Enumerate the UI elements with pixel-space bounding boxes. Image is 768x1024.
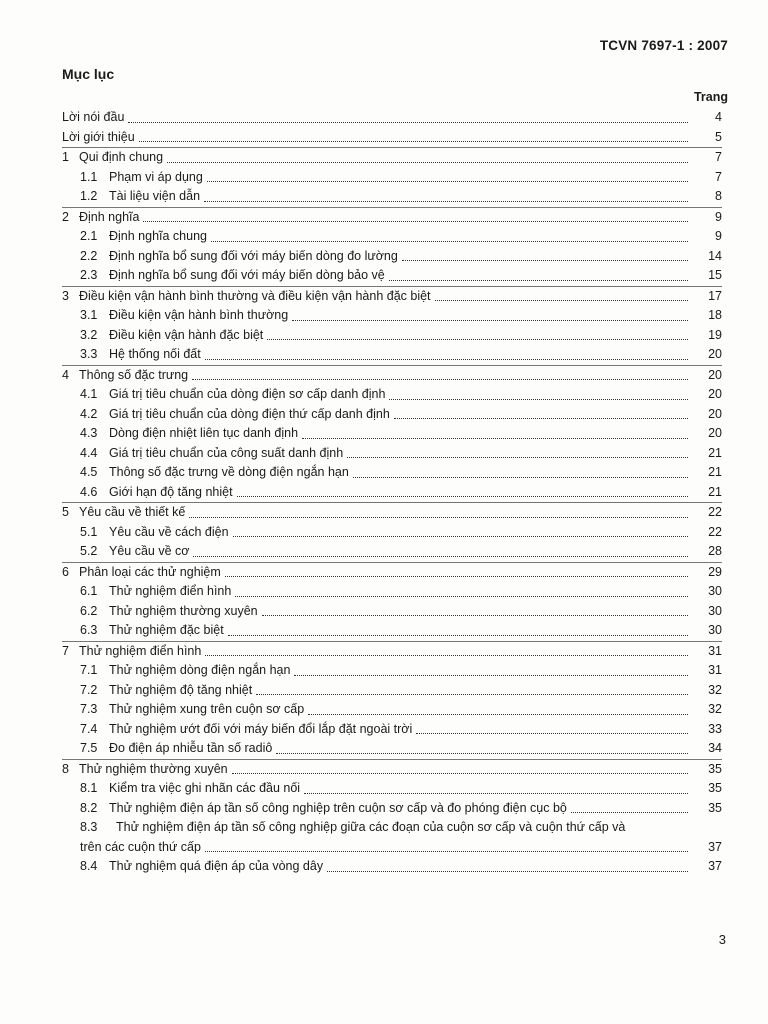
entry-title: Thử nghiệm xung trên cuộn sơ cấp	[109, 702, 305, 716]
entry-title: Định nghĩa bổ sung đối với máy biến dòng đo lường	[109, 248, 398, 263]
entry-title: Thử nghiệm đặc biệt	[109, 623, 224, 637]
entry-number: 4	[62, 367, 69, 382]
entry-page: 15	[708, 268, 722, 282]
entry-page: 4	[715, 110, 722, 124]
entry-number: 6.1	[80, 584, 98, 598]
entry-number: 2.2	[80, 248, 98, 263]
entry-page: 20	[708, 426, 722, 440]
entry-number: 4.6	[80, 484, 98, 499]
entry-page: 17	[708, 288, 722, 303]
toc-group	[62, 759, 722, 877]
entry-number: 1	[62, 150, 69, 164]
entry-number: 3.1	[80, 308, 98, 322]
toc-entry[interactable]	[62, 108, 722, 128]
entry-page: 35	[708, 761, 722, 776]
entry-number: 7	[62, 643, 69, 658]
entry-title: Giới hạn độ tăng nhiệt	[109, 484, 233, 499]
entry-page: 30	[708, 603, 722, 618]
entry-page: 32	[708, 702, 722, 716]
entry-page: 32	[708, 682, 722, 697]
standard-number: TCVN 7697-1 : 2007	[599, 38, 728, 53]
entry-title: Giá trị tiêu chuẩn của công suất danh định	[109, 445, 344, 460]
entry-number: 8.4	[80, 859, 98, 873]
entry-number: 8.3	[80, 820, 98, 834]
toc-group	[62, 108, 722, 147]
toc-entry[interactable]	[62, 720, 722, 740]
entry-page: 20	[708, 347, 722, 361]
entry-page: 33	[708, 721, 722, 736]
toc-entry[interactable]	[62, 681, 722, 701]
entry-number: 2.3	[80, 268, 98, 282]
toc-entry[interactable]	[62, 542, 722, 562]
entry-page: 8	[715, 189, 722, 203]
toc-entry[interactable]	[62, 739, 722, 759]
entry-number: 1.2	[80, 189, 98, 203]
entry-number: 4.1	[80, 387, 98, 401]
toc-entry[interactable]	[62, 602, 722, 622]
dot-leader	[416, 733, 688, 734]
entry-page: 7	[715, 169, 722, 184]
entry-title: Hệ thống nối đất	[109, 347, 201, 361]
entry-page: 35	[708, 800, 722, 815]
entry-title: Tài liệu viện dẫn	[109, 189, 201, 203]
entry-title: Thử nghiệm điện áp tần số công nghiệp trên cuộn sơ cấp và đo phóng điện cục bộ	[109, 800, 567, 815]
toc-entry[interactable]	[62, 405, 722, 425]
entry-title: Dòng điện nhiệt liên tục danh định	[109, 426, 299, 440]
entry-title: Yêu cầu về cơ	[109, 544, 190, 558]
toc-entry[interactable]	[62, 287, 722, 307]
toc-entry[interactable]	[62, 187, 722, 207]
entry-title: Yêu cầu về thiết kế	[79, 505, 186, 519]
entry-page: 37	[708, 839, 722, 854]
entry-number: 2	[62, 209, 69, 224]
dot-leader	[143, 221, 688, 222]
entry-page: 22	[708, 505, 722, 519]
entry-title: Thử nghiệm ướt đối với máy biến đổi lắp đặt ngoài trời	[109, 721, 413, 736]
dot-leader	[192, 379, 688, 380]
dot-leader	[262, 615, 688, 616]
toc-entry[interactable]	[62, 148, 722, 168]
entry-number: 3.3	[80, 347, 98, 361]
entry-title: Giá trị tiêu chuẩn của dòng điện thứ cấp danh định	[109, 406, 390, 421]
dot-leader	[139, 141, 688, 142]
entry-title: Thử nghiệm điện áp tần số công nghiệp giữa các đoạn của cuộn sơ cấp và cuộn thứ cấp và	[116, 820, 626, 834]
toc-entry[interactable]	[62, 818, 722, 857]
entry-page: 18	[708, 308, 722, 322]
entry-page: 14	[708, 248, 722, 263]
entry-page: 20	[708, 387, 722, 401]
dot-leader	[304, 793, 688, 794]
dot-leader	[205, 851, 688, 852]
toc-entry[interactable]	[62, 366, 722, 386]
entry-number: 3.2	[80, 327, 98, 342]
dot-leader	[389, 280, 688, 281]
entry-page: 37	[708, 859, 722, 873]
dot-leader	[302, 438, 688, 439]
entry-number: 7.4	[80, 721, 98, 736]
toc-entry[interactable]	[62, 503, 722, 523]
entry-page: 5	[715, 129, 722, 144]
entry-number: 6.2	[80, 603, 98, 618]
page-number: 3	[718, 932, 726, 947]
entry-title: Thử nghiệm thường xuyên	[109, 603, 258, 618]
toc-group	[62, 502, 722, 562]
entry-title: Thử nghiệm điển hình	[109, 584, 232, 598]
entry-number: 7.2	[80, 682, 98, 697]
entry-number: 8.2	[80, 800, 98, 815]
dot-leader	[167, 162, 688, 163]
entry-number: 5	[62, 505, 69, 519]
dot-leader	[235, 596, 688, 597]
dot-leader	[128, 122, 688, 123]
toc-entry[interactable]	[62, 661, 722, 681]
entry-title: Thử nghiệm dòng điện ngắn hạn	[109, 663, 291, 677]
entry-title: Thử nghiệm điển hình	[79, 643, 202, 658]
toc-group	[62, 147, 722, 207]
entry-title: Thử nghiệm thường xuyên	[79, 761, 228, 776]
entry-number: 7.5	[80, 741, 98, 755]
toc-entry[interactable]	[62, 227, 722, 247]
entry-page: 34	[708, 741, 722, 755]
toc-group	[62, 641, 722, 759]
entry-page: 9	[715, 209, 722, 224]
toc-entry[interactable]	[62, 424, 722, 444]
dot-leader	[232, 773, 688, 774]
entry-title: Thử nghiệm độ tăng nhiệt	[109, 682, 253, 697]
toc-entry[interactable]	[62, 483, 722, 503]
toc-group	[62, 286, 722, 365]
entry-number: 8.1	[80, 781, 98, 795]
toc-entry[interactable]	[62, 128, 722, 148]
toc-entry[interactable]	[62, 266, 722, 286]
entry-title: Đo điện áp nhiễu tần số radiô	[109, 741, 273, 755]
entry-title: Lời nói đầu	[62, 110, 125, 124]
entry-number: 3	[62, 288, 69, 303]
toc-heading: Mục lục	[62, 66, 115, 82]
entry-number: 4.5	[80, 465, 98, 479]
toc-entry[interactable]	[62, 208, 722, 228]
dot-leader	[389, 399, 688, 400]
entry-title: Kiểm tra việc ghi nhãn các đầu nối	[109, 781, 301, 795]
entry-page: 31	[708, 663, 722, 677]
dot-leader	[394, 418, 688, 419]
dot-leader	[435, 300, 688, 301]
toc-entry[interactable]	[62, 345, 722, 365]
entry-title: Định nghĩa chung	[109, 229, 207, 243]
entry-page: 31	[708, 643, 722, 658]
toc-entry[interactable]	[62, 799, 722, 819]
dot-leader	[327, 871, 688, 872]
toc-group	[62, 207, 722, 286]
dot-leader	[205, 655, 688, 656]
entry-title: Phạm vi áp dụng	[109, 169, 203, 184]
entry-page: 30	[708, 584, 722, 598]
entry-number: 4.2	[80, 406, 98, 421]
toc-entry[interactable]	[62, 563, 722, 583]
entry-title: Thử nghiệm quá điện áp của vòng dây	[109, 859, 324, 873]
toc-entry[interactable]	[62, 700, 722, 720]
dot-leader	[402, 260, 688, 261]
entry-number: 5.2	[80, 544, 98, 558]
entry-page: 7	[715, 150, 722, 164]
entry-number: 7.1	[80, 663, 98, 677]
toc-entry[interactable]	[62, 523, 722, 543]
entry-title: Giá trị tiêu chuẩn của dòng điện sơ cấp danh định	[109, 387, 386, 401]
toc-entry[interactable]	[62, 779, 722, 799]
entry-page: 28	[708, 544, 722, 558]
entry-number: 2.1	[80, 229, 98, 243]
entry-title: Thông số đặc trưng về dòng điện ngắn hạn	[109, 465, 349, 479]
dot-leader	[233, 536, 688, 537]
entry-title-continued: trên các cuộn thứ cấp	[80, 839, 201, 854]
dot-leader	[308, 714, 688, 715]
toc-entry[interactable]	[62, 444, 722, 464]
toc-entry[interactable]	[62, 760, 722, 780]
entry-page: 35	[708, 781, 722, 795]
dot-leader	[189, 517, 688, 518]
dot-leader	[205, 359, 688, 360]
dot-leader	[294, 675, 688, 676]
entry-number: 4.3	[80, 426, 98, 440]
entry-page: 22	[708, 524, 722, 539]
toc-entry[interactable]	[62, 326, 722, 346]
entry-page: 19	[708, 327, 722, 342]
dot-leader	[193, 556, 688, 557]
toc-group	[62, 365, 722, 503]
dot-leader	[267, 339, 688, 340]
toc-entry[interactable]	[62, 463, 722, 483]
entry-title: Yêu cầu về cách điện	[109, 524, 229, 539]
toc-entry[interactable]	[62, 621, 722, 641]
entry-number: 1.1	[80, 169, 98, 184]
entry-title: Điều kiện vận hành bình thường và điều kiện vận hành đặc biệt	[79, 288, 431, 303]
entry-title: Lời giới thiệu	[62, 129, 135, 144]
entry-page: 30	[708, 623, 722, 637]
dot-leader	[228, 635, 688, 636]
dot-leader	[256, 694, 688, 695]
dot-leader	[204, 201, 688, 202]
entry-title: Định nghĩa	[79, 209, 140, 224]
entry-title: Thông số đặc trưng	[79, 367, 189, 382]
toc-entry[interactable]	[62, 247, 722, 267]
dot-leader	[292, 320, 688, 321]
toc-entry[interactable]	[62, 642, 722, 662]
entry-title: Điều kiện vận hành bình thường	[109, 308, 289, 322]
entry-number: 4.4	[80, 445, 98, 460]
toc-entry[interactable]	[62, 582, 722, 602]
entry-page: 21	[708, 465, 722, 479]
entry-title: Điều kiện vận hành đặc biệt	[109, 327, 264, 342]
entry-number: 8	[62, 761, 69, 776]
entry-page: 9	[715, 229, 722, 243]
entry-title: Định nghĩa bổ sung đối với máy biến dòng bảo vệ	[109, 268, 385, 282]
entry-page: 21	[708, 484, 722, 499]
dot-leader	[225, 576, 688, 577]
dot-leader	[207, 181, 688, 182]
entry-page: 21	[708, 445, 722, 460]
dot-leader	[353, 477, 688, 478]
dot-leader	[237, 496, 688, 497]
entry-page: 29	[708, 564, 722, 579]
toc-group	[62, 562, 722, 641]
toc-entry[interactable]	[62, 306, 722, 326]
dot-leader	[347, 457, 688, 458]
table-of-contents	[62, 108, 722, 877]
dot-leader	[571, 812, 688, 813]
dot-leader	[276, 753, 688, 754]
entry-page: 20	[708, 406, 722, 421]
entry-number: 6	[62, 564, 69, 579]
toc-entry[interactable]	[62, 857, 722, 877]
entry-number: 6.3	[80, 623, 98, 637]
entry-page: 20	[708, 367, 722, 382]
entry-number: 7.3	[80, 702, 98, 716]
toc-entry[interactable]	[62, 385, 722, 405]
dot-leader	[211, 241, 688, 242]
entry-title: Qui định chung	[79, 150, 164, 164]
entry-title: Phân loại các thử nghiệm	[79, 564, 221, 579]
toc-entry[interactable]	[62, 168, 722, 188]
entry-number: 5.1	[80, 524, 98, 539]
page-column-label: Trang	[693, 90, 728, 104]
